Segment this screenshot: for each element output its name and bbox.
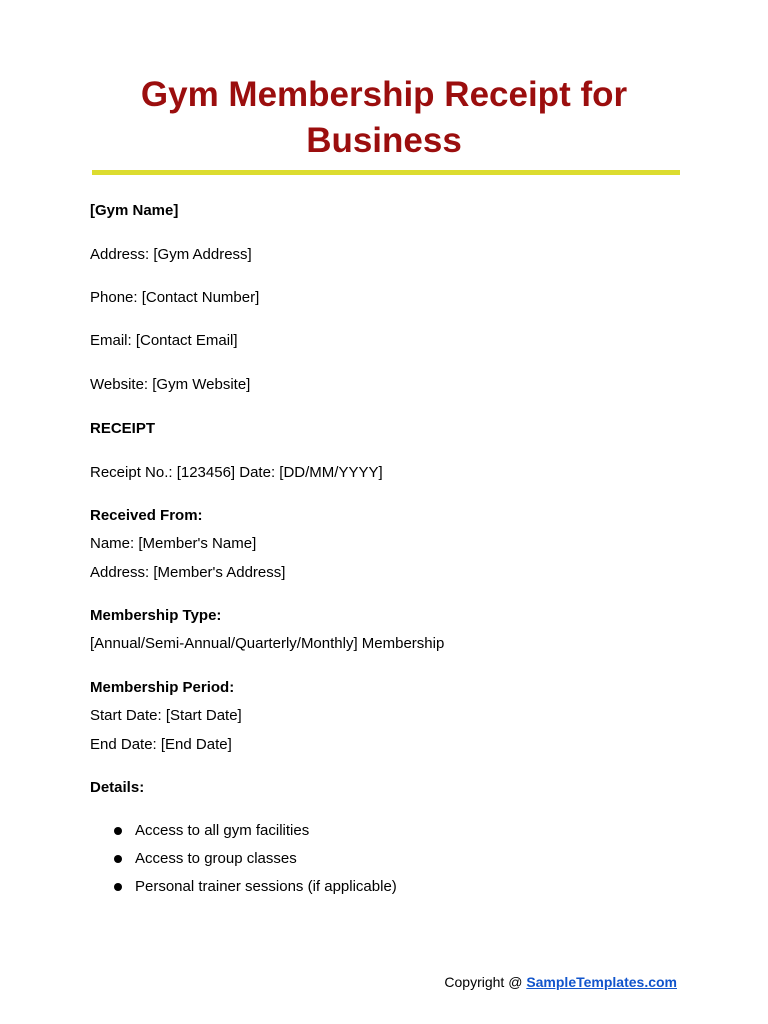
gym-name: [Gym Name] <box>90 202 179 219</box>
gym-email: Email: [Contact Email] <box>90 332 238 349</box>
details-heading: Details: <box>90 779 145 796</box>
document-title: Gym Membership Receipt for Business <box>140 75 628 160</box>
receipt-number-date: Receipt No.: [123456] Date: [DD/MM/YYYY] <box>90 464 383 481</box>
sampletemplates-link[interactable]: SampleTemplates.com <box>526 974 677 990</box>
bullet-icon <box>114 883 122 891</box>
membership-type-heading: Membership Type: <box>90 607 222 624</box>
list-item-text: Access to all gym facilities <box>135 822 310 839</box>
received-from-heading: Received From: <box>90 507 203 524</box>
footer <box>444 972 677 992</box>
gym-address: Address: [Gym Address] <box>90 246 252 263</box>
bullet-icon <box>114 827 122 835</box>
membership-period-heading: Membership Period: <box>90 679 235 696</box>
receipt-heading: RECEIPT <box>90 420 156 437</box>
list-item-text: Personal trainer sessions (if applicable) <box>135 878 397 895</box>
member-address: Address: [Member's Address] <box>90 564 286 581</box>
title-divider <box>92 170 680 175</box>
membership-start-date: Start Date: [Start Date] <box>90 707 242 724</box>
gym-website: Website: [Gym Website] <box>90 376 251 393</box>
gym-phone: Phone: [Contact Number] <box>90 289 260 306</box>
membership-type-value: [Annual/Semi-Annual/Quarterly/Monthly] Membership <box>90 635 445 652</box>
bullet-icon <box>114 855 122 863</box>
copyright-text: Copyright @ <box>444 974 527 990</box>
member-name: Name: [Member's Name] <box>90 535 257 552</box>
membership-end-date: End Date: [End Date] <box>90 736 232 753</box>
list-item-text: Access to group classes <box>135 850 297 867</box>
